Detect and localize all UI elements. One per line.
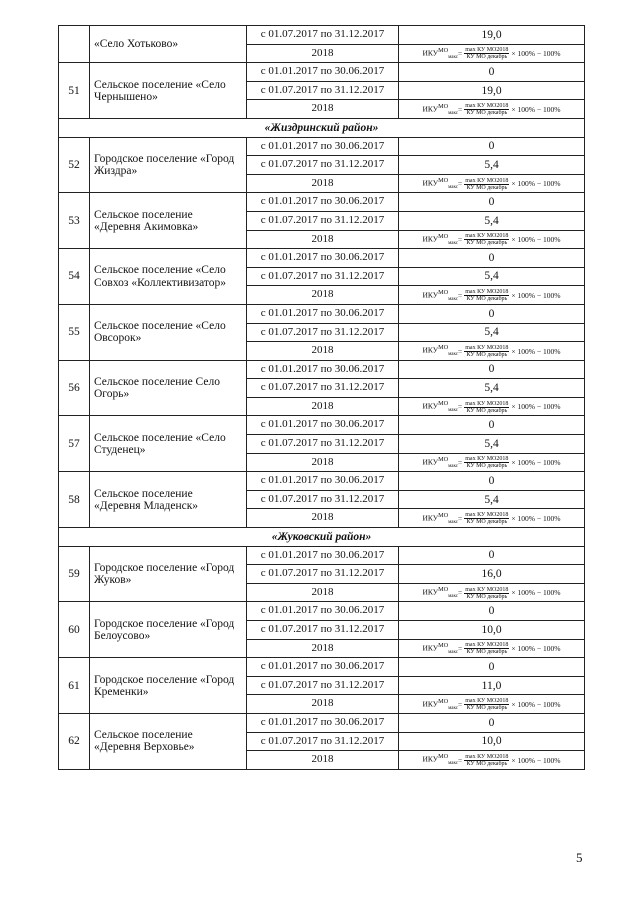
settlement-name: Сельское поселение «Деревня Младенск»: [90, 472, 247, 528]
settlement-name: «Село Хотьково»: [90, 26, 247, 63]
value-h2: 5,4: [399, 435, 585, 454]
settlement-name: Сельское поселение «Деревня Верховье»: [90, 713, 247, 769]
value-h1: 0: [399, 416, 585, 435]
period-h2: с 01.07.2017 по 31.12.2017: [247, 26, 399, 45]
period-h1: с 01.01.2017 по 30.06.2017: [247, 360, 399, 379]
formula-fraction: $\frac{\text{max КУ МО2018}}{\text{КУ МО декабрь}}$: [465, 344, 509, 358]
formula-fraction: $\frac{\text{max КУ МО2018}}{\text{КУ МО декабрь}}$: [465, 233, 509, 247]
max-index-formula: $ИКУ^{МО}_{макс}$ = $\frac{\text{max КУ МО2018}}{\text{КУ МО декабрь}}$ × 100% − 100%: [422, 232, 561, 247]
max-index-formula: $ИКУ^{МО}_{макс}$ = $\frac{\text{max КУ МО2018}}{\text{КУ МО декабрь}}$ × 100% − 100%: [422, 753, 561, 767]
formula-fraction: $\frac{\text{max КУ МО2018}}{\text{КУ МО декабрь}}$: [465, 103, 509, 117]
formula-cell: [399, 583, 585, 602]
settlement-name: Сельское поселение Село Огорь»: [90, 360, 247, 416]
period-h2: с 01.07.2017 по 31.12.2017: [247, 435, 399, 454]
formula-cell: [399, 397, 585, 416]
max-index-formula: $ИКУ^{МО}_{макс}$ = $\frac{\text{max КУ МО2018}}{\text{КУ МО декабрь}}$ × 100% − 100%: [422, 288, 561, 303]
max-index-formula: $ИКУ^{МО}_{макс}$ = $\frac{\text{max КУ МО2018}}{\text{КУ МО декабрь}}$ × 100% − 100%: [422, 455, 561, 470]
settlement-name: Сельское поселение «Село Студенец»: [90, 416, 247, 472]
formula-cell: [399, 286, 585, 305]
settlement-name: Городское поселение «Город Жуков»: [90, 546, 247, 602]
period-h1: с 01.01.2017 по 30.06.2017: [247, 249, 399, 268]
max-index-formula: $ИКУ^{МО}_{макс}$ = $\frac{\text{max КУ МО2018}}{\text{КУ МО декабрь}}$ × 100% − 100%: [422, 102, 561, 117]
value-h2: 11,0: [399, 676, 585, 695]
formula-cell: [399, 453, 585, 472]
max-index-formula: $ИКУ^{МО}_{макс}$ = $\frac{\text{max КУ МО2018}}{\text{КУ МО декабрь}}$ × 100% − 100%: [422, 586, 561, 600]
row-number: 62: [59, 713, 90, 769]
value-h2: 10,0: [399, 732, 585, 751]
formula-cell: [399, 509, 585, 528]
formula-fraction: $\frac{\text{max КУ МО2018}}{\text{КУ МО декабрь}}$: [465, 753, 509, 767]
table-row: [59, 602, 585, 621]
district-header: «Жуковский район»: [59, 528, 585, 547]
row-number: 54: [59, 249, 90, 305]
table-row: [59, 249, 585, 268]
period-year: 2018: [247, 44, 399, 63]
formula-cell: [399, 342, 585, 361]
period-year: 2018: [247, 751, 399, 770]
period-h1: с 01.01.2017 по 30.06.2017: [247, 546, 399, 565]
period-h2: с 01.07.2017 по 31.12.2017: [247, 490, 399, 509]
settlement-name: Сельское поселение «Село Совхоз «Коллективизатор»: [90, 249, 247, 305]
district-header: «Жиздринский район»: [59, 118, 585, 137]
value-h1: 0: [399, 602, 585, 621]
formula-fraction: $\frac{\text{max КУ МО2018}}{\text{КУ МО декабрь}}$: [465, 400, 509, 414]
row-number: 55: [59, 304, 90, 360]
row-number: 59: [59, 546, 90, 602]
value-h2: 19,0: [399, 81, 585, 100]
table-row: [59, 546, 585, 565]
period-h2: с 01.07.2017 по 31.12.2017: [247, 156, 399, 175]
value-h1: 0: [399, 63, 585, 82]
formula-fraction: $\frac{\text{max КУ МО2018}}{\text{КУ МО декабрь}}$: [465, 456, 509, 470]
value-h1: 0: [399, 249, 585, 268]
formula-cell: [399, 174, 585, 193]
value-h2: 5,4: [399, 490, 585, 509]
period-h2: с 01.07.2017 по 31.12.2017: [247, 211, 399, 230]
value-h1: 0: [399, 546, 585, 565]
value-h2: 5,4: [399, 323, 585, 342]
period-h2: с 01.07.2017 по 31.12.2017: [247, 81, 399, 100]
period-h2: с 01.07.2017 по 31.12.2017: [247, 323, 399, 342]
value-h1: 0: [399, 193, 585, 212]
formula-fraction: $\frac{\text{max КУ МО2018}}{\text{КУ МО декабрь}}$: [465, 177, 509, 191]
period-h1: с 01.01.2017 по 30.06.2017: [247, 63, 399, 82]
max-index-formula: $ИКУ^{МО}_{макс}$ = $\frac{\text{max КУ МО2018}}{\text{КУ МО декабрь}}$ × 100% − 100%: [422, 697, 561, 712]
tariff-table: [58, 25, 585, 770]
row-number: 61: [59, 658, 90, 714]
value-h1: 0: [399, 713, 585, 732]
formula-fraction: $\frac{\text{max КУ МО2018}}{\text{КУ МО декабрь}}$: [465, 642, 509, 656]
district-row: [59, 118, 585, 137]
value-h2: 5,4: [399, 379, 585, 398]
period-h2: с 01.07.2017 по 31.12.2017: [247, 267, 399, 286]
row-number: 56: [59, 360, 90, 416]
formula-fraction: $\frac{\text{max КУ МО2018}}{\text{КУ МО декабрь}}$: [465, 47, 509, 61]
max-index-formula: $ИКУ^{МО}_{макс}$ = $\frac{\text{max КУ МО2018}}{\text{КУ МО декабрь}}$ × 100% − 100%: [422, 177, 561, 191]
value-h2: 19,0: [399, 26, 585, 45]
period-year: 2018: [247, 453, 399, 472]
settlement-name: Сельское поселение «Село Овсорок»: [90, 304, 247, 360]
row-number: 51: [59, 63, 90, 119]
period-h1: с 01.01.2017 по 30.06.2017: [247, 602, 399, 621]
row-number: 58: [59, 472, 90, 528]
value-h2: 5,4: [399, 211, 585, 230]
formula-cell: [399, 230, 585, 249]
formula-fraction: $\frac{\text{max КУ МО2018}}{\text{КУ МО декабрь}}$: [465, 289, 509, 303]
period-h2: с 01.07.2017 по 31.12.2017: [247, 379, 399, 398]
period-year: 2018: [247, 342, 399, 361]
period-year: 2018: [247, 174, 399, 193]
settlement-name: Городское поселение «Город Белоусово»: [90, 602, 247, 658]
period-h1: с 01.01.2017 по 30.06.2017: [247, 193, 399, 212]
period-year: 2018: [247, 397, 399, 416]
table-row: [59, 713, 585, 732]
table-row: [59, 472, 585, 491]
formula-cell: [399, 44, 585, 63]
period-h1: с 01.01.2017 по 30.06.2017: [247, 416, 399, 435]
period-year: 2018: [247, 639, 399, 658]
formula-cell: [399, 695, 585, 714]
period-year: 2018: [247, 230, 399, 249]
period-year: 2018: [247, 286, 399, 305]
row-number: 60: [59, 602, 90, 658]
value-h1: 0: [399, 658, 585, 677]
period-h2: с 01.07.2017 по 31.12.2017: [247, 732, 399, 751]
row-number: 57: [59, 416, 90, 472]
table-row: [59, 304, 585, 323]
value-h2: 16,0: [399, 565, 585, 584]
formula-cell: [399, 100, 585, 119]
formula-cell: [399, 639, 585, 658]
table-row: [59, 360, 585, 379]
period-year: 2018: [247, 100, 399, 119]
period-h2: с 01.07.2017 по 31.12.2017: [247, 565, 399, 584]
table-row: [59, 658, 585, 677]
value-h1: 0: [399, 304, 585, 323]
row-number: 52: [59, 137, 90, 193]
max-index-formula: $ИКУ^{МО}_{макс}$ = $\frac{\text{max КУ МО2018}}{\text{КУ МО декабрь}}$ × 100% − 100%: [422, 46, 561, 61]
value-h1: 0: [399, 472, 585, 491]
settlement-name: Сельское поселение «Село Чернышено»: [90, 63, 247, 119]
period-h1: с 01.01.2017 по 30.06.2017: [247, 713, 399, 732]
table-row: [59, 63, 585, 82]
max-index-formula: $ИКУ^{МО}_{макс}$ = $\frac{\text{max КУ МО2018}}{\text{КУ МО декабрь}}$ × 100% − 100%: [422, 641, 561, 656]
period-h2: с 01.07.2017 по 31.12.2017: [247, 621, 399, 640]
period-h1: с 01.01.2017 по 30.06.2017: [247, 658, 399, 677]
table-row: [59, 26, 585, 45]
formula-fraction: $\frac{\text{max КУ МО2018}}{\text{КУ МО декабрь}}$: [465, 512, 509, 526]
period-h1: с 01.01.2017 по 30.06.2017: [247, 304, 399, 323]
page-number: 5: [576, 850, 583, 865]
period-year: 2018: [247, 509, 399, 528]
settlement-name: Сельское поселение «Деревня Акимовка»: [90, 193, 247, 249]
period-h1: с 01.01.2017 по 30.06.2017: [247, 137, 399, 156]
formula-fraction: $\frac{\text{max КУ МО2018}}{\text{КУ МО декабрь}}$: [465, 586, 509, 600]
formula-cell: [399, 751, 585, 770]
table-row: [59, 137, 585, 156]
row-number: 53: [59, 193, 90, 249]
value-h2: 10,0: [399, 621, 585, 640]
value-h1: 0: [399, 360, 585, 379]
table-row: [59, 193, 585, 212]
value-h2: 5,4: [399, 267, 585, 286]
district-row: [59, 528, 585, 547]
settlement-name: Городское поселение «Город Кременки»: [90, 658, 247, 714]
max-index-formula: $ИКУ^{МО}_{макс}$ = $\frac{\text{max КУ МО2018}}{\text{КУ МО декабрь}}$ × 100% − 100%: [422, 400, 561, 414]
period-h2: с 01.07.2017 по 31.12.2017: [247, 676, 399, 695]
value-h2: 5,4: [399, 156, 585, 175]
settlement-name: Городское поселение «Город Жиздра»: [90, 137, 247, 193]
period-year: 2018: [247, 583, 399, 602]
row-number: [59, 26, 90, 63]
period-h1: с 01.01.2017 по 30.06.2017: [247, 472, 399, 491]
max-index-formula: $ИКУ^{МО}_{макс}$ = $\frac{\text{max КУ МО2018}}{\text{КУ МО декабрь}}$ × 100% − 100%: [422, 344, 561, 358]
value-h1: 0: [399, 137, 585, 156]
period-year: 2018: [247, 695, 399, 714]
formula-fraction: $\frac{\text{max КУ МО2018}}{\text{КУ МО декабрь}}$: [465, 698, 509, 712]
table-row: [59, 416, 585, 435]
max-index-formula: $ИКУ^{МО}_{макс}$ = $\frac{\text{max КУ МО2018}}{\text{КУ МО декабрь}}$ × 100% − 100%: [422, 511, 561, 526]
